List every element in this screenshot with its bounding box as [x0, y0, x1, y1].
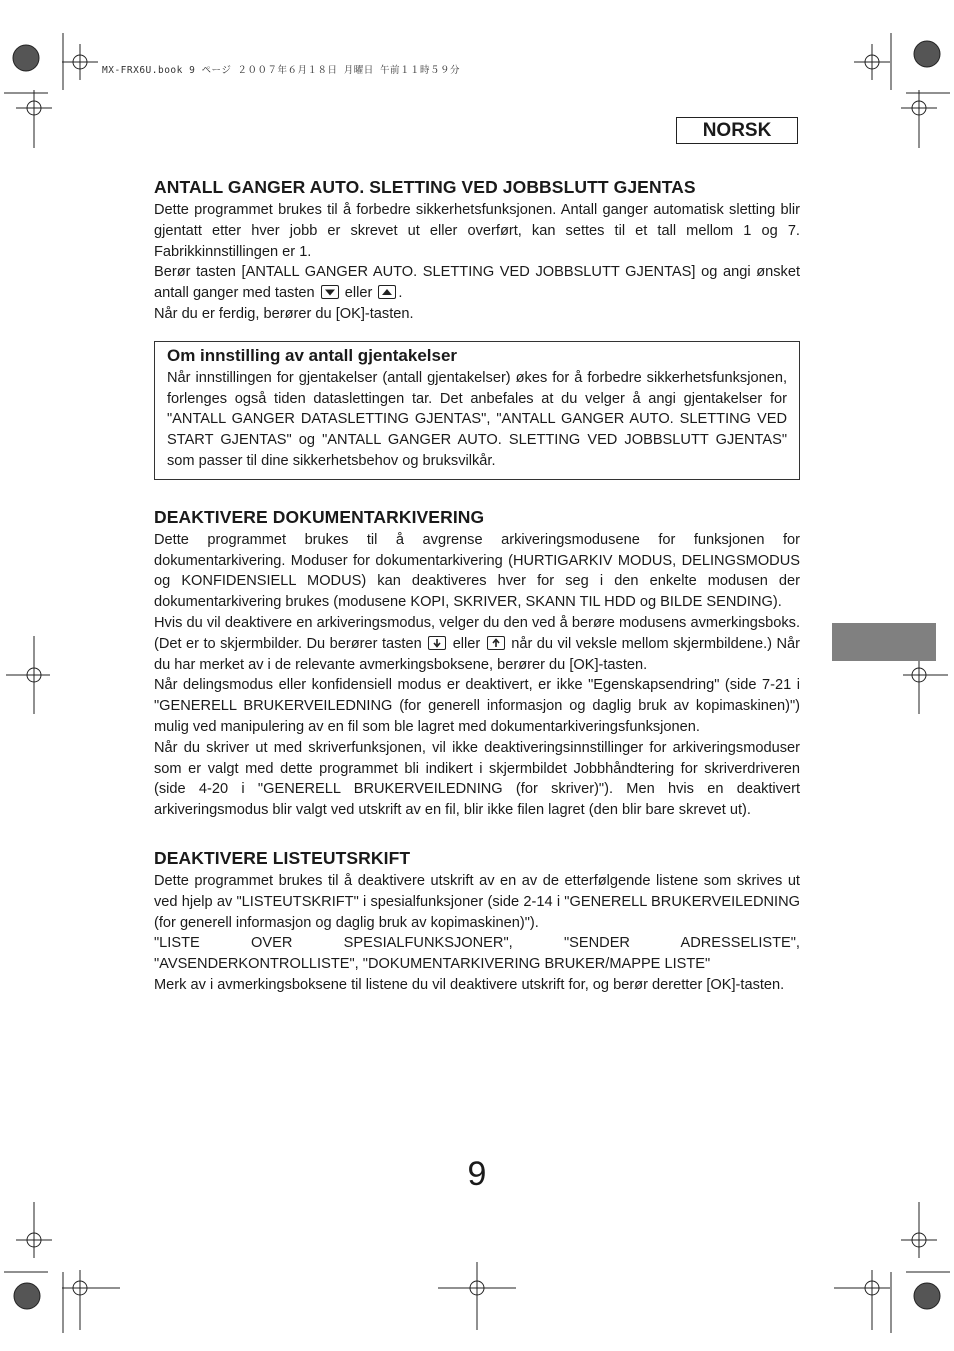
- section-disable-list-print: [154, 847, 800, 996]
- section-title: ANTALL GANGER AUTO. SLETTING VED JOBBSLUTT GJENTAS: [154, 177, 696, 197]
- paragraph: Dette programmet brukes til å forbedre sikkerhetsfunksjonen. Antall ganger automatisk sletting blir gjentatt etter hver jobb er skrevet ut eller overført, kan settes til et tall mellom 1 og 7. Fabrikkinnstillingen er 1.: [154, 202, 800, 260]
- language-tag: NORSK: [676, 117, 798, 144]
- paragraph: "LISTE OVER SPESIALFUNKSJONER", "SENDER ADRESSELISTE", "AVSENDERKONTROLLISTE", "DOKUMENTARKIVERING BRUKER/MAPPE LISTE": [154, 935, 800, 973]
- section-title: DEAKTIVERE DOKUMENTARKIVERING: [154, 506, 485, 527]
- note-title: Om innstilling av antall gjentakelser: [167, 345, 458, 365]
- paragraph: Merk av i avmerkingsboksene til listene du vil deaktivere utskrift for, og berør deretter [OK]-tasten.: [154, 976, 785, 993]
- page-number: 9: [467, 1155, 487, 1193]
- registration-target-icon: [914, 1283, 940, 1309]
- registration-target-icon: [914, 41, 940, 67]
- arrow-down-icon: [428, 636, 446, 650]
- paragraph: Berør tasten [ANTALL GANGER AUTO. SLETTING VED JOBBSLUTT GJENTAS] og angi ønsket antall ganger med tasten eller .: [154, 264, 800, 302]
- note-box: [154, 341, 800, 480]
- section-auto-clear-repeat: [154, 176, 800, 325]
- paragraph: Når du er ferdig, berører du [OK]-tasten.: [154, 305, 414, 322]
- section-disable-document-filing: [154, 506, 800, 821]
- paragraph: Når delingsmodus eller konfidensiell modus er deaktivert, er ikke "Egenskapsendring" (side 7-21 i "GENERELL BRUKERVEILEDNING (for generell informasjon og daglig bruk av kopimaskinen)") mulig ved manipulering av en fil som ble lagret med dokumentarkiveringsfunksjonen.: [154, 677, 800, 735]
- arrow-up-icon: [487, 636, 505, 650]
- main-content: [154, 176, 800, 996]
- registration-target-icon: [13, 45, 39, 71]
- paragraph: Hvis du vil deaktivere en arkiveringsmodus, velger du den ved å berøre modusens avmerkingsboks. (Det er to skjermbilder. Du berører tasten eller når du vil veksle mellom skjermbildene.) Når du har merket av i de relevante avmerkingsboksene, berører du [OK]-tasten.: [154, 614, 801, 673]
- paragraph: Dette programmet brukes til å deaktivere utskrift av en av de etterfølgende listene som skrives ut ved hjelp av "LISTEUTSKRIFT" i spesialfunksjoner (side 2-14 i "GENERELL BRUKERVEILEDNING (for generell informasjon og daglig bruk av kopimaskinen)").: [154, 872, 800, 931]
- paragraph: Dette programmet brukes til å avgrense arkiveringsmodusene for funksjonen for dokumentarkivering. Moduser for dokumentarkivering (HURTIGARKIV MODUS, DELINGSMODUS og KONFIDENSIELL MODUS) kan deaktiveres hver for seg i den enkelte modusen der dokumentarkivering brukes (modusene KOPI, SKRIVER, SKANN TIL HDD og BILDE SENDING).: [154, 531, 800, 611]
- paragraph: Når du skriver ut med skriverfunksjonen, vil ikke deaktiveringsinnstillinger for arkiveringsmoduser som er valgt med dette programmet bli indikert i skjermbildet Jobbhåndtering for skriverdriveren (side 4-20 i "GENERELL BRUKERVEILEDNING (for skriver)"). Men hvis en deaktivert arkiveringsmodus blir valgt ved utskrift av en fil, blir ikke filen lagret (den blir bare skrevet ut).: [154, 739, 800, 819]
- section-title: DEAKTIVERE LISTEUTSRKIFT: [154, 847, 411, 868]
- triangle-down-icon: [321, 285, 339, 299]
- note-body: Når innstillingen for gjentakelser (antall gjentakelser) økes for å forbedre sikkerhetsfunksjonen, forlenges også tiden dataslettingen tar. Det anbefales at du velger å angi gjentakelser for "ANTALL GANGER DATASLETTING GJENTAS", "ANTALL GANGER AUTO. SLETTING VED START GJENTAS" og "ANTALL GANGER AUTO. SLETTING VED JOBBSLUTT GJENTAS" som passer til dine sikkerhetsbehov og bruksvilkår.: [167, 369, 787, 469]
- triangle-up-icon: [378, 285, 396, 299]
- registration-target-icon: [14, 1283, 40, 1309]
- book-header-line: MX-FRX6U.book 9 ページ ２００７年６月１８日 月曜日 午前１１時５９分: [102, 65, 460, 76]
- section-tab-marker: [832, 623, 936, 661]
